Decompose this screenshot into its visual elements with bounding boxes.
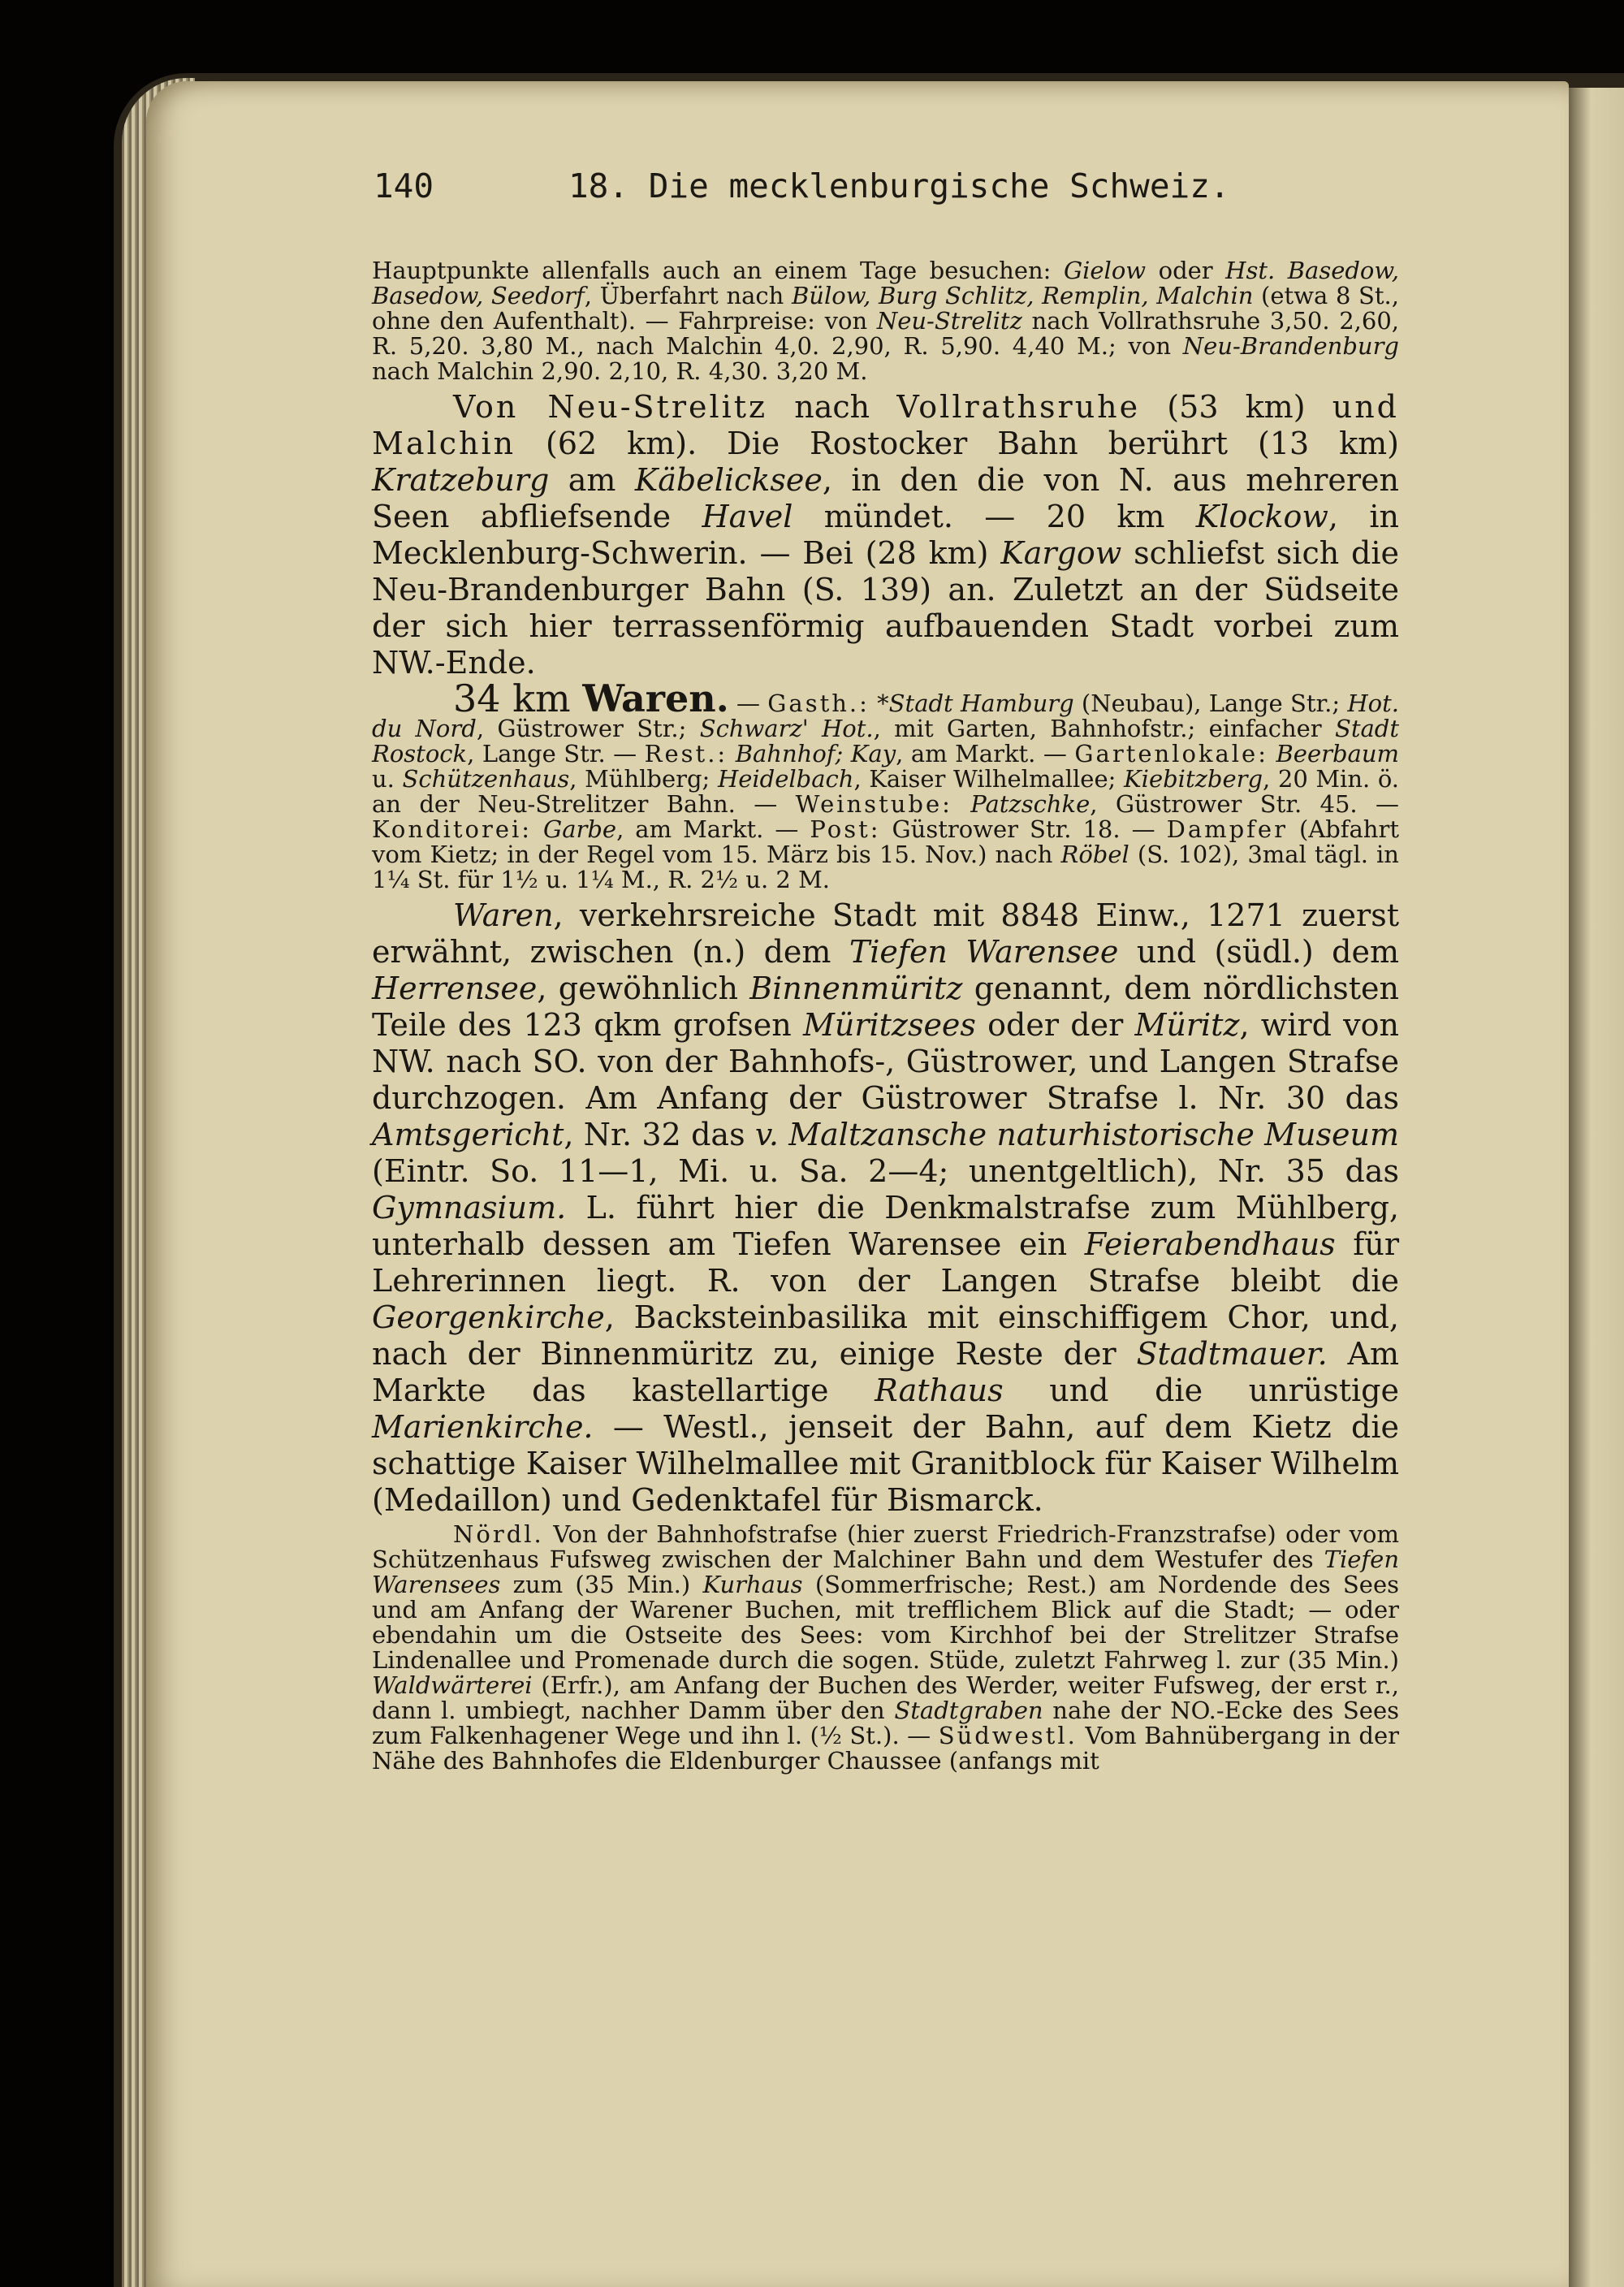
section-title-waren: Waren. xyxy=(582,677,729,720)
paragraph-overview: Hauptpunkte allenfalls auch an einem Tage besuchen: Gielow oder Hst. Basedow, Basedow, Seedorf, Überfahrt nach Bülow, Burg Schlitz, Remplin, Malchin (etwa 8 St., ohne den Aufenthalt). — Fahrpreise: von Neu-Strelitz nach Vollrathsruhe 3,50. 2,60, R. 5,20. 3,80 M., nach Malchin 4,0. 2,90, R. 5,90. 4,40 M.; von Neu-Brandenburg nach Malchin 2,90. 2,10, R. 4,30. 3,20 M. xyxy=(372,257,1399,385)
page-number: 140 xyxy=(374,166,434,205)
running-title: 18. Die mecklenburgische Schweiz. xyxy=(568,166,1230,205)
paragraph-waren-description: Waren, verkehrsreiche Stadt mit 8848 Einw., 1271 zuerst erwähnt, zwischen (n.) dem Tiefen Warensee und (südl.) dem Herrensee, gewöhnlich Binnenmüritz genannt, dem nördlichsten Teile des 123 qkm grofsen Müritzsees oder der Müritz, wird von NW. nach SO. von der Bahnhofs-, Güstrower, und Langen Strafse durchzogen. Am Anfang der Güstrower Strafse l. Nr. 30 das Amtsgericht, Nr. 32 das v. Maltzansche naturhistorische Museum (Eintr. So. 11—1, Mi. u. Sa. 2—4; unentgeltlich), Nr. 35 das Gymnasium. L. führt hier die Denkmalstrafse zum Mühlberg, unterhalb dessen am Tiefen Warensee ein Feierabendhaus für Lehrerinnen liegt. R. von der Langen Strafse bleibt die Georgenkirche, Backsteinbasilika mit einschiffigem Chor, und, nach der Binnenmüritz zu, einige Reste der Stadtmauer. Am Markte das kastellartige Rathaus und die unrüstige Marienkirche. — Westl., jenseit der Bahn, auf dem Kietz die schattige Kaiser Wilhelmallee mit Granitblock für Kaiser Wilhelm (Medaillon) und Gedenktafel für Bismarck. xyxy=(372,897,1400,1518)
paragraph-route: Von Neu-Strelitz nach Vollrathsruhe (53 km) und Malchin (62 km). Die Rostocker Bahn berührt (13 km) Kratzeburg am Käbelicksee, in den die von N. aus mehreren Seen abfliefsende Havel mündet. — 20 km Klockow, in Mecklenburg-Schwerin. — Bei (28 km) Kargow schliefst sich die Neu-Brandenburger Bahn (S. 139) an. Zuletzt an der Südseite der sich hier terrassenförmig aufbauenden Stadt vorbei zum NW.-Ende. xyxy=(372,389,1399,681)
paragraph-waren-listings: 34 km Waren. — Gasth.: *Stadt Hamburg (Neubau), Lange Str.; Hot. du Nord, Güstrower Str.; Schwarz' Hot., mit Garten, Bahnhofstr.; einfacher Stadt Rostock, Lange Str. — Rest.: Bahnhof; Kay, am Markt. — Gartenlokale: Beerbaum u. Schützenhaus, Mühlberg; Heidelbach, Kaiser Wilhelmallee; Kiebitzberg, 20 Min. ö. an der Neu-Strelitzer Bahn. — Weinstube: Patzschke, Güstrower Str. 45. — Konditorei: Garbe, am Markt. — Post: Güstrower Str. 18. — Dampfer (Abfahrt vom Kietz; in der Regel vom 15. März bis 15. Nov.) nach Röbel (S. 102), 3mal tägl. in 1¼ St. für 1½ u. 1¼ M., R. 2½ u. 2 M. xyxy=(372,677,1400,893)
paragraph-excursions: Nördl. Von der Bahnhofstrafse (hier zuerst Friedrich-Franzstrafse) oder vom Schützenhaus Fufsweg zwischen der Malchiner Bahn und dem Westufer des Tiefen Warensees zum (35 Min.) Kurhaus (Sommerfrische; Rest.) am Nordende des Sees und am Anfang der Warener Buchen, mit trefflichem Blick auf die Stadt; — oder ebendahin um die Ostseite des Sees: vom Kirchhof bei der Strelitzer Strafse Lindenallee und Promenade durch die sogen. Stüde, zuletzt Fahrweg l. zur (35 Min.) Waldwärterei (Erfr.), am Anfang der Buchen des Werder, weiter Fufsweg, der erst r., dann l. umbiegt, nachher Damm über den Stadtgraben nahe der NO.-Ecke des Sees zum Falkenhagener Wege und ihn l. (½ St.). — Südwestl. Vom Bahnübergang in der Nähe des Bahnhofes die Eldenburger Chaussee (anfangs mit xyxy=(372,1520,1399,1775)
page-content xyxy=(372,258,1399,1774)
facing-page-edge xyxy=(1569,88,1624,2287)
page-header xyxy=(374,166,1421,215)
